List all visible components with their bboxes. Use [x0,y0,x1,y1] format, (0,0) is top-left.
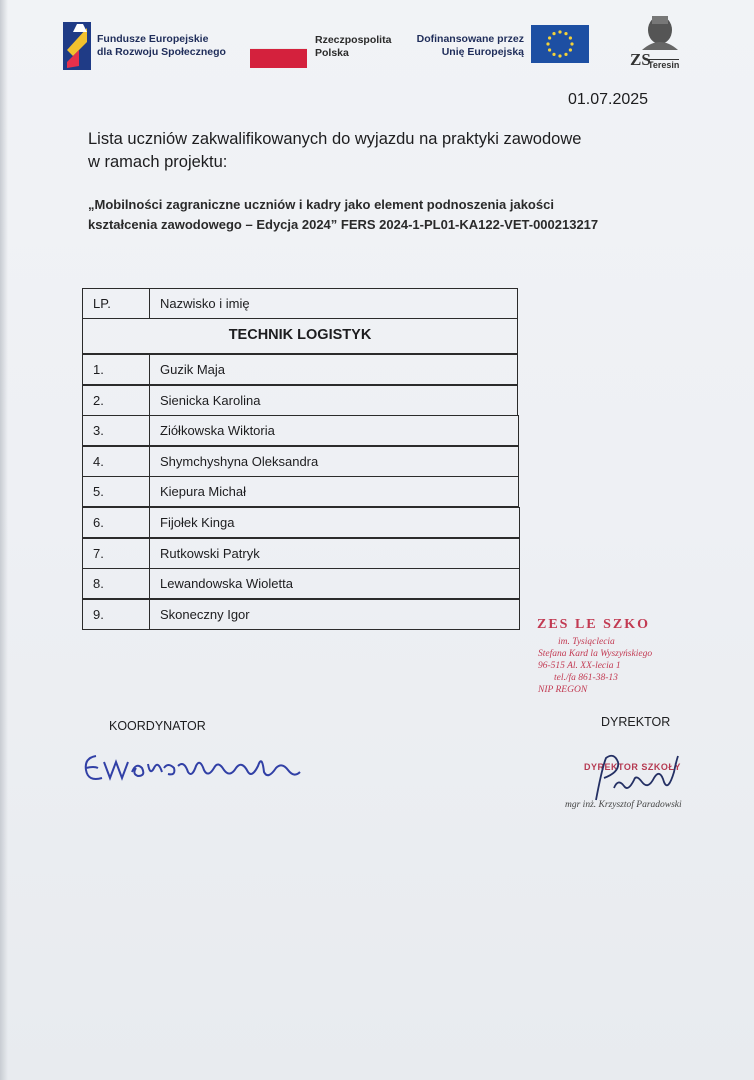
table-row [82,507,520,538]
row-name: Ziółkowska Wiktoria [160,423,275,439]
director-label: DYREKTOR [601,715,671,729]
school-logo-text: ZS [630,50,651,69]
document-date: 01.07.2025 [568,91,649,108]
row-lp: 5. [83,477,150,506]
table-row [82,538,520,569]
stamp-line-4: tel./fa 861-38-13 [554,673,618,683]
row-lp: 1. [83,355,150,384]
row-name: Fijołek Kinga [160,515,235,530]
stamp-title: ZES LE SZKO [537,617,651,632]
page-edge-shadow [0,0,8,1080]
table-row [82,476,519,507]
polish-flag-icon [250,48,307,68]
ue-logo-line-2: Unię Europejską [441,46,524,58]
row-name: Sienicka Karolina [160,392,261,408]
fe-logo-line-1: Fundusze Europejskie [97,33,209,45]
row-lp: 7. [83,539,150,568]
row-lp: 6. [83,508,150,537]
row-name: Skoneczny Igor [160,606,250,622]
document-title [88,128,688,174]
project-line-1: „Mobilności zagraniczne uczniów i kadry jako element podnoszenia jakości [88,197,554,212]
row-lp: 2. [83,386,150,415]
header-name: Nazwisko i imię [160,296,250,311]
rp-logo [250,34,390,74]
ue-logo-line-1: Dofinansowane przez [416,33,524,45]
row-name: Rutkowski Patryk [160,545,260,561]
director-stamp: DYREKTOR SZKOŁY [584,762,681,772]
row-name: Shymchyshyna Oleksandra [160,453,319,469]
table-row [82,415,519,446]
header-lp: LP. [83,289,150,318]
coordinator-signature [76,738,316,798]
row-lp: 4. [83,447,150,476]
stamp-line-1: im. Tysiąclecia [558,637,615,647]
table-row [82,599,520,630]
ue-logo [414,24,594,68]
table-row [82,354,518,385]
row-name: Guzik Maja [160,362,226,377]
section-heading: TECHNIK LOGISTYK [82,318,518,354]
stamp-line-5: NIP REGON [538,685,588,695]
rp-logo-line-1: Rzeczpospolita [315,34,392,46]
director-signature [584,748,694,808]
eu-flag-icon [531,25,589,63]
table-row [82,385,518,416]
project-name [88,195,688,235]
stamp-line-2: Stefana Kard la Wyszyńskiego [538,649,653,659]
school-emblem-icon [628,12,692,52]
stamp-line-3: 96-515 Al. XX-lecia 1 [538,661,621,671]
row-lp: 8. [83,569,150,598]
row-lp: 9. [83,600,150,629]
fe-logo-icon [63,22,91,70]
school-logo [628,12,692,72]
table-header-row [82,288,518,319]
rp-logo-line-2: Polska [315,47,349,59]
fe-logo-line-2: dla Rozwoju Społecznego [97,46,226,58]
table-row [82,446,519,477]
title-line-1: Lista uczniów zakwalifikowanych do wyjazdu na praktyki zawodowe [88,130,582,148]
project-line-2: kształcenia zawodowego – Edycja 2024” FERS 2024-1-PL01-KA122-VET-000213217 [88,217,599,232]
school-stamp [534,617,704,697]
table-row [82,568,520,599]
director-name: mgr inż. Krzysztof Paradowski [565,800,682,810]
coordinator-label: KOORDYNATOR [109,719,206,733]
row-name: Kiepura Michał [160,484,246,500]
school-logo-sub: Teresin [648,60,680,70]
title-line-2: w ramach projektu: [88,153,228,171]
row-lp: 3. [83,416,150,445]
row-name: Lewandowska Wioletta [160,576,293,592]
fe-logo [63,22,253,72]
